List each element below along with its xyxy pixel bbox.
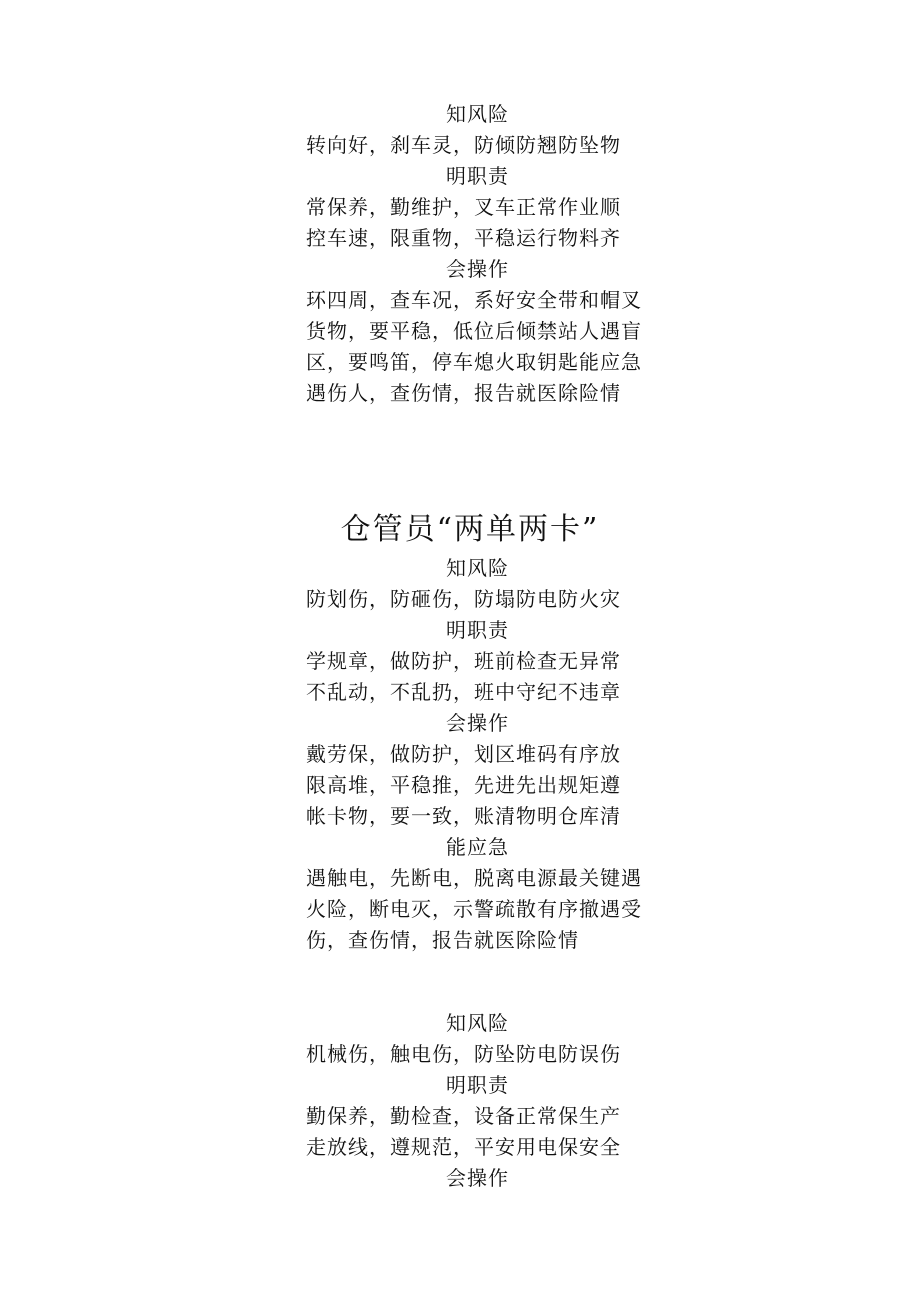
duty-line-1: 勤保养，勤检查，设备正常保生产 (306, 1104, 621, 1128)
duty-line-2: 控车速，限重物，平稳运行物料齐 (306, 226, 621, 250)
heading-operation: 会操作 (446, 1166, 509, 1190)
duty-line-2: 不乱动，不乱扔，班中守纪不违章 (306, 680, 621, 704)
heading-duty: 明职责 (446, 164, 509, 188)
emergency-line-2: 火险，断电灭，示警疏散有序撤遇受 (306, 897, 642, 921)
heading-emergency: 能应急 (446, 835, 509, 859)
section-title: 仓管员“两单两卡” (340, 512, 600, 547)
operation-line-1: 环四周，查车况，系好安全带和帽叉 (306, 288, 642, 312)
heading-duty: 明职责 (446, 618, 509, 642)
operation-line-3: 帐卡物，要一致，账清物明仓库清 (306, 804, 621, 828)
operation-line-1: 戴劳保，做防护，划区堆码有序放 (306, 742, 621, 766)
risk-line: 转向好，刹车灵，防倾防翘防坠物 (306, 133, 621, 157)
operation-line-2: 限高堆，平稳推，先进先出规矩遵 (306, 773, 621, 797)
heading-know-risk: 知风险 (446, 102, 509, 126)
operation-line-4: 遇伤人，查伤情，报告就医除险情 (306, 381, 621, 405)
emergency-line-1: 遇触电，先断电，脱离电源最关键遇 (306, 866, 642, 890)
heading-operation: 会操作 (446, 711, 509, 735)
risk-line: 机械伤，触电伤，防坠防电防误伤 (306, 1042, 621, 1066)
operation-line-3: 区，要鸣笛，停车熄火取钥匙能应急 (306, 350, 642, 374)
duty-line-1: 常保养，勤维护，叉车正常作业顺 (306, 195, 621, 219)
operation-line-2: 货物，要平稳，低位后倾禁站人遇盲 (306, 319, 642, 343)
duty-line-1: 学规章，做防护，班前检查无异常 (306, 649, 621, 673)
emergency-line-3: 伤，查伤情，报告就医除险情 (306, 928, 579, 952)
risk-line: 防划伤，防砸伤，防塌防电防火灾 (306, 587, 621, 611)
heading-know-risk: 知风险 (446, 556, 509, 580)
duty-line-2: 走放线，遵规范，平安用电保安全 (306, 1135, 621, 1159)
heading-duty: 明职责 (446, 1073, 509, 1097)
heading-know-risk: 知风险 (446, 1011, 509, 1035)
heading-operation: 会操作 (446, 257, 509, 281)
